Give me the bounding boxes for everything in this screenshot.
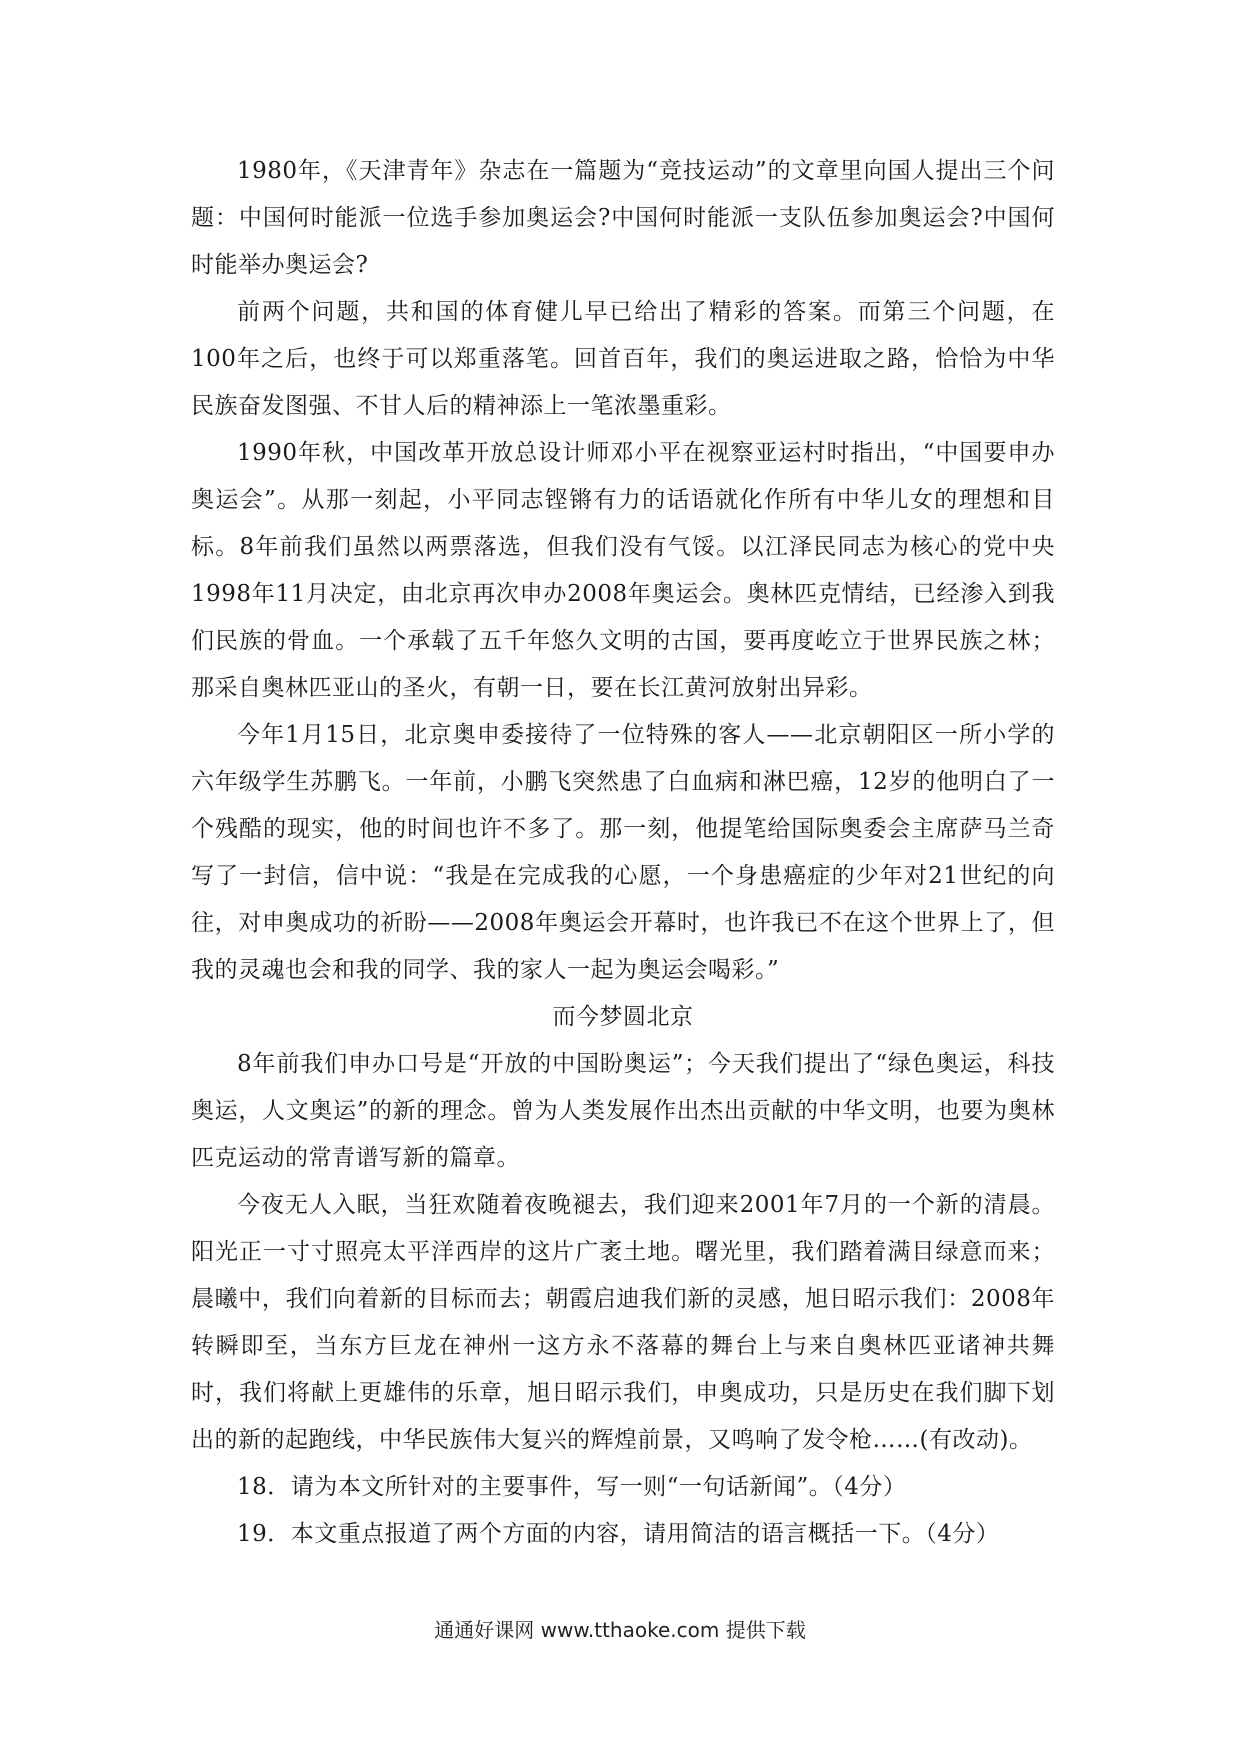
question-19: 19．本文重点报道了两个方面的内容，请用简洁的语言概括一下。（4分） [237,1521,1000,1547]
question-18: 18．请为本文所针对的主要事件，写一则“一句话新闻”。（4分） [237,1474,907,1500]
paragraph-5: 8年前我们申办口号是“开放的中国盼奥运”；今天我们提出了“绿色奥运，科技奥运，人文奥运”的新的理念。曾为人类发展作出杰出贡献的中华文明，也要为奥林匹克运动的常青谱写新的篇章。 [191,1051,1055,1171]
section-title: 而今梦圆北京 [552,1004,694,1030]
document-body [191,148,1055,1558]
page-footer: 通通好课网 www.tthaoke.com 提供下载 [434,1618,806,1642]
paragraph-1: 1980年，《天津青年》杂志在一篇题为“竞技运动”的文章里向国人提出三个问题：中国何时能派一位选手参加奥运会?中国何时能派一支队伍参加奥运会?中国何时能举办奥运会? [191,158,1055,278]
paragraph-6: 今夜无人入眠，当狂欢随着夜晚褪去，我们迎来2001年7月的一个新的清晨。阳光正一寸寸照亮太平洋西岸的这片广袤土地。曙光里，我们踏着满目绿意而来；晨曦中，我们向着新的目标而去；朝霞启迪我们新的灵感，旭日昭示我们：2008年转瞬即至，当东方巨龙在神州一这方永不落幕的舞台上与来自奥林匹亚诸神共舞时，我们将献上更雄伟的乐章，旭日昭示我们，申奥成功，只是历史在我们脚下划出的新的起跑线，中华民族伟大复兴的辉煌前景，又鸣响了发令枪……(有改动)。 [191,1192,1055,1453]
paragraph-4: 今年1月15日，北京奥申委接待了一位特殊的客人——北京朝阳区一所小学的六年级学生苏鹏飞。一年前，小鹏飞突然患了白血病和淋巴癌，12岁的他明白了一个残酷的现实，他的时间也许不多了。那一刻，他提笔给国际奥委会主席萨马兰奇写了一封信，信中说：“我是在完成我的心愿，一个身患癌症的少年对21世纪的向往，对申奥成功的祈盼——2008年奥运会开幕时，也许我已不在这个世界上了，但我的灵魂也会和我的同学、我的家人一起为奥运会喝彩。” [191,722,1055,983]
paragraph-2: 前两个问题，共和国的体育健儿早已给出了精彩的答案。而第三个问题，在100年之后，也终于可以郑重落笔。回首百年，我们的奥运进取之路，恰恰为中华民族奋发图强、不甘人后的精神添上一笔浓墨重彩。 [191,299,1055,419]
paragraph-3: 1990年秋，中国改革开放总设计师邓小平在视察亚运村时指出，“中国要申办奥运会”。从那一刻起，小平同志铿锵有力的话语就化作所有中华儿女的理想和目标。8年前我们虽然以两票落选，但我们没有气馁。以江泽民同志为核心的党中央1998年11月决定，由北京再次申办2008年奥运会。奥林匹克情结，已经渗入到我们民族的骨血。一个承载了五千年悠久文明的古国，要再度屹立于世界民族之林；那采自奥林匹亚山的圣火，有朝一日，要在长江黄河放射出异彩。 [191,440,1055,701]
